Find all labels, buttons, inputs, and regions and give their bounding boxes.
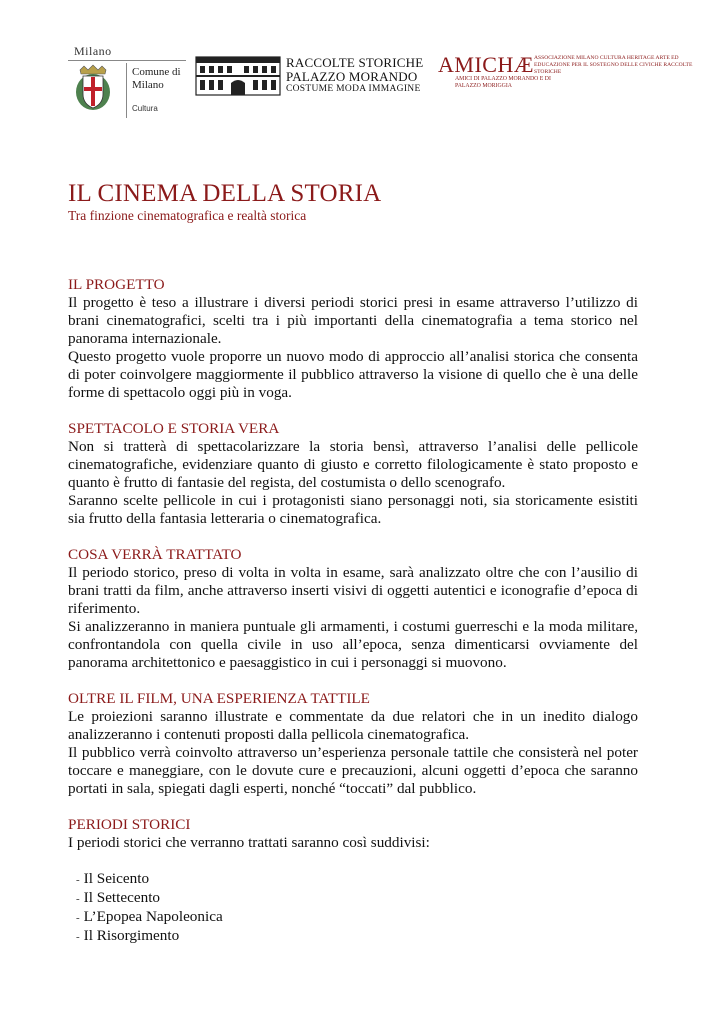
amiche-association-text: ASSOCIAZIONE MILANO CULTURA HERITAGE ARTE ED EDUCAZIONE PER IL SOSTEGNO DELLE CIVICHE RACCOLTE STORICHE [534,55,693,75]
section-progetto [68,276,638,402]
dash-bullet-icon: - [76,931,80,943]
palazzo-facade-icon [195,56,281,96]
paragraph: Il progetto è teso a illustrare i diversi periodi storici presi in esame attraverso l’utilizzo di brani cinematografici, scelti tra i più importanti della cinematografia a tema storico nel panorama internazionale. [68,294,638,347]
section-heading: COSA VERRÀ TRATTATO [68,546,242,563]
paragraph: Saranno scelte pellicole in cui i protagonisti siano personaggi noti, sia storicamente esistiti sia frutto della fantasia letteraria o cinematografica. [68,492,638,527]
section-cosa-verra-trattato [68,546,638,672]
palazzo-morando-logo [195,54,425,100]
document-body [68,276,638,964]
paragraph: Questo progetto vuole proporre un nuovo modo di approccio all’analisi storica che consenta di poter coinvolgere maggiormente il pubblico attraverso la visione di quello che è una delle forme di spettacolo oggi più in voga. [68,348,638,401]
list-item [76,908,638,927]
paragraph: Il periodo storico, preso di volta in volta in esame, sarà analizzato oltre che con l’ausilio di brani tratti da film, anche attraverso inserti visivi di oggetti autentici e iconografie d’epoca di riferimento. [68,564,638,617]
dash-bullet-icon: - [76,874,80,886]
section-heading: OLTRE IL FILM, UNA ESPERIENZA TATTILE [68,690,370,707]
paragraph: Le proiezioni saranno illustrate e commentate da due relatori che in un inedito dialogo analizzeranno i contenuti proposti dalla pellicola cinematografica. [68,708,638,743]
section-heading: IL PROGETTO [68,276,165,293]
morando-line-3: COSTUME MODA IMMAGINE [286,84,421,94]
section-spettacolo [68,420,638,528]
comune-label: Comune di Milano [132,66,181,91]
section-heading: SPETTACOLO E STORIA VERA [68,420,280,437]
comune-di-milano-logo [68,44,188,120]
milano-crest-icon [72,64,114,112]
morando-line-2: PALAZZO MORANDO [286,69,418,84]
morando-line-1: RACCOLTE STORICHE [286,55,424,70]
section-esperienza-tattile [68,690,638,798]
list-item-label: L’Epopea Napoleonica [83,908,223,925]
amiche-friends-text: AMICI DI PALAZZO MORANDO E DI PALAZZO MORIGGIA [455,76,551,89]
milano-wordmark: Milano [74,44,112,58]
list-item [76,870,638,889]
list-item [76,889,638,908]
list-item [76,927,638,946]
list-item-label: Il Risorgimento [83,927,180,944]
dash-bullet-icon: - [76,893,80,905]
page-subtitle: Tra finzione cinematografica e realtà storica [68,208,307,223]
amiche-wordmark: AMICHÆ [438,52,534,77]
dash-bullet-icon: - [76,912,80,924]
amiche-logo [438,52,712,98]
logo-divider [126,63,127,118]
section-heading: PERIODI STORICI [68,816,191,833]
list-item-label: Il Seicento [83,870,150,887]
paragraph: Non si tratterà di spettacolarizzare la storia bensì, attraverso l’analisi delle pellicole cinematografiche, evidenziare quanto di giusto e corretto filologicamente è stato proposto e quanto è frutto di fantasie del regista, del costumista o dello scenografo. [68,438,638,491]
paragraph: Il pubblico verrà coinvolto attraverso un’esperienza personale tattile che consisterà nel poter toccare e maneggiare, con le dovute cure e precauzioni, alcuni oggetti d’epoca che saranno portati in sala, spiegati dagli esperti, nonché “toccati” dal pubblico. [68,744,638,797]
logo-divider [68,60,186,61]
paragraph: I periodi storici che verranno trattati saranno così suddivisi: [68,834,430,851]
cultura-label: Cultura [132,104,158,113]
list-item-label: Il Settecento [83,889,161,906]
page-title: IL CINEMA DELLA STORIA [68,180,382,207]
paragraph: Si analizzeranno in maniera puntuale gli armamenti, i costumi guerreschi e la moda militare, confrontandola con quella civile in uso all’epoca, senza dimenticarsi ovviamente del panorama architettonico e paesaggistico in cui i personaggi si muovono. [68,618,638,671]
section-periodi-storici [68,816,638,946]
periods-list [68,870,638,946]
